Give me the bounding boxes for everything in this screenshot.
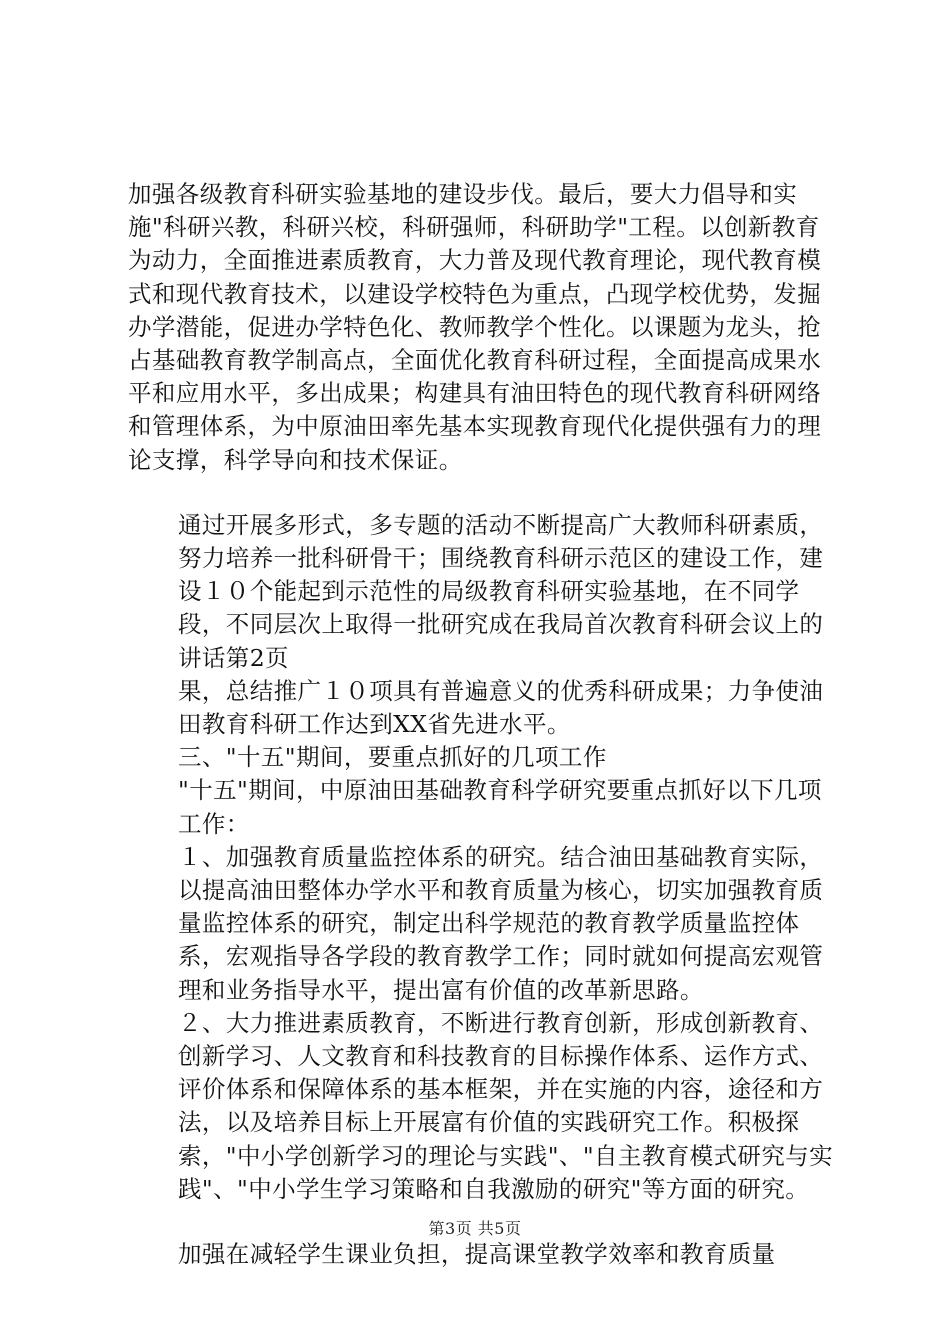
paragraph-3: 果，总结推广１０项具有普遍意义的优秀科研成果；力争使油田教育科研工作达到XX省先进水平。 — [178, 676, 824, 739]
paragraph-5: 加强在减轻学生课业负担，提高课堂教学效率和教育质量 — [178, 1240, 776, 1269]
list-item-1: １、加强教育质量监控体系的研究。结合油田基础教育实际，以提高油田整体办学水平和教育质量为核心，切实加强教育质量监控体系的研究，制定出科学规范的教育教学质量监控体系，宏观指导各学段的教育教学工作；同时就如何提高宏观管理和业务指导水平，提出富有价值的改革新思路。 — [178, 842, 824, 1004]
list-item-2: ２、大力推进素质教育，不断进行教育创新，形成创新教育、创新学习、人文教育和科技教育的目标操作体系、运作方式、评价体系和保障体系的基本框架，并在实施的内容，途径和方法，以及培养目标上开展富有价值的实践研究工作。积极探索，"中小学创新学习的理论与实践"、"自主教育模式研究与实践"、"中小学生学习策略和自我激励的研究"等方面的研究。 — [178, 1008, 834, 1203]
paragraph-4: "十五"期间，中原油田基础教育科学研究要重点抓好以下几项工作： — [178, 776, 822, 838]
paragraph-2: 通过开展多形式，多专题的活动不断提高广大教师科研素质，努力培养一批科研骨干；围绕教育科研示范区的建设工作，建设１０个能起到示范性的局级教育科研实验基地，在不同学段，不同层次上取得一批研究成在我局首次教育科研会议上的讲话第2页 — [178, 510, 824, 672]
page-number-footer: 第3页 共5页 — [428, 1219, 522, 1238]
document-body — [128, 178, 838, 1271]
paragraph-1: 加强各级教育科研实验基地的建设步伐。最后，要大力倡导和实施"科研兴教，科研兴校，科研强师，科研助学"工程。以创新教育为动力，全面推进素质教育，大力普及现代教育理论，现代教育模式和现代教育技术，以建设学校特色为重点，凸现学校优势，发掘办学潜能，促进办学特色化、教师教学个性化。以课题为龙头，抢占基础教育教学制高点，全面优化教育科研过程，全面提高成果水平和应用水平，多出成果；构建具有油田特色的现代教育科研网络和管理体系，为中原油田率先基本实现教育现代化提供强有力的理论支撑，科学导向和技术保证。 — [128, 180, 822, 474]
section-heading: 三、"十五"期间，要重点抓好的几项工作 — [178, 743, 607, 772]
